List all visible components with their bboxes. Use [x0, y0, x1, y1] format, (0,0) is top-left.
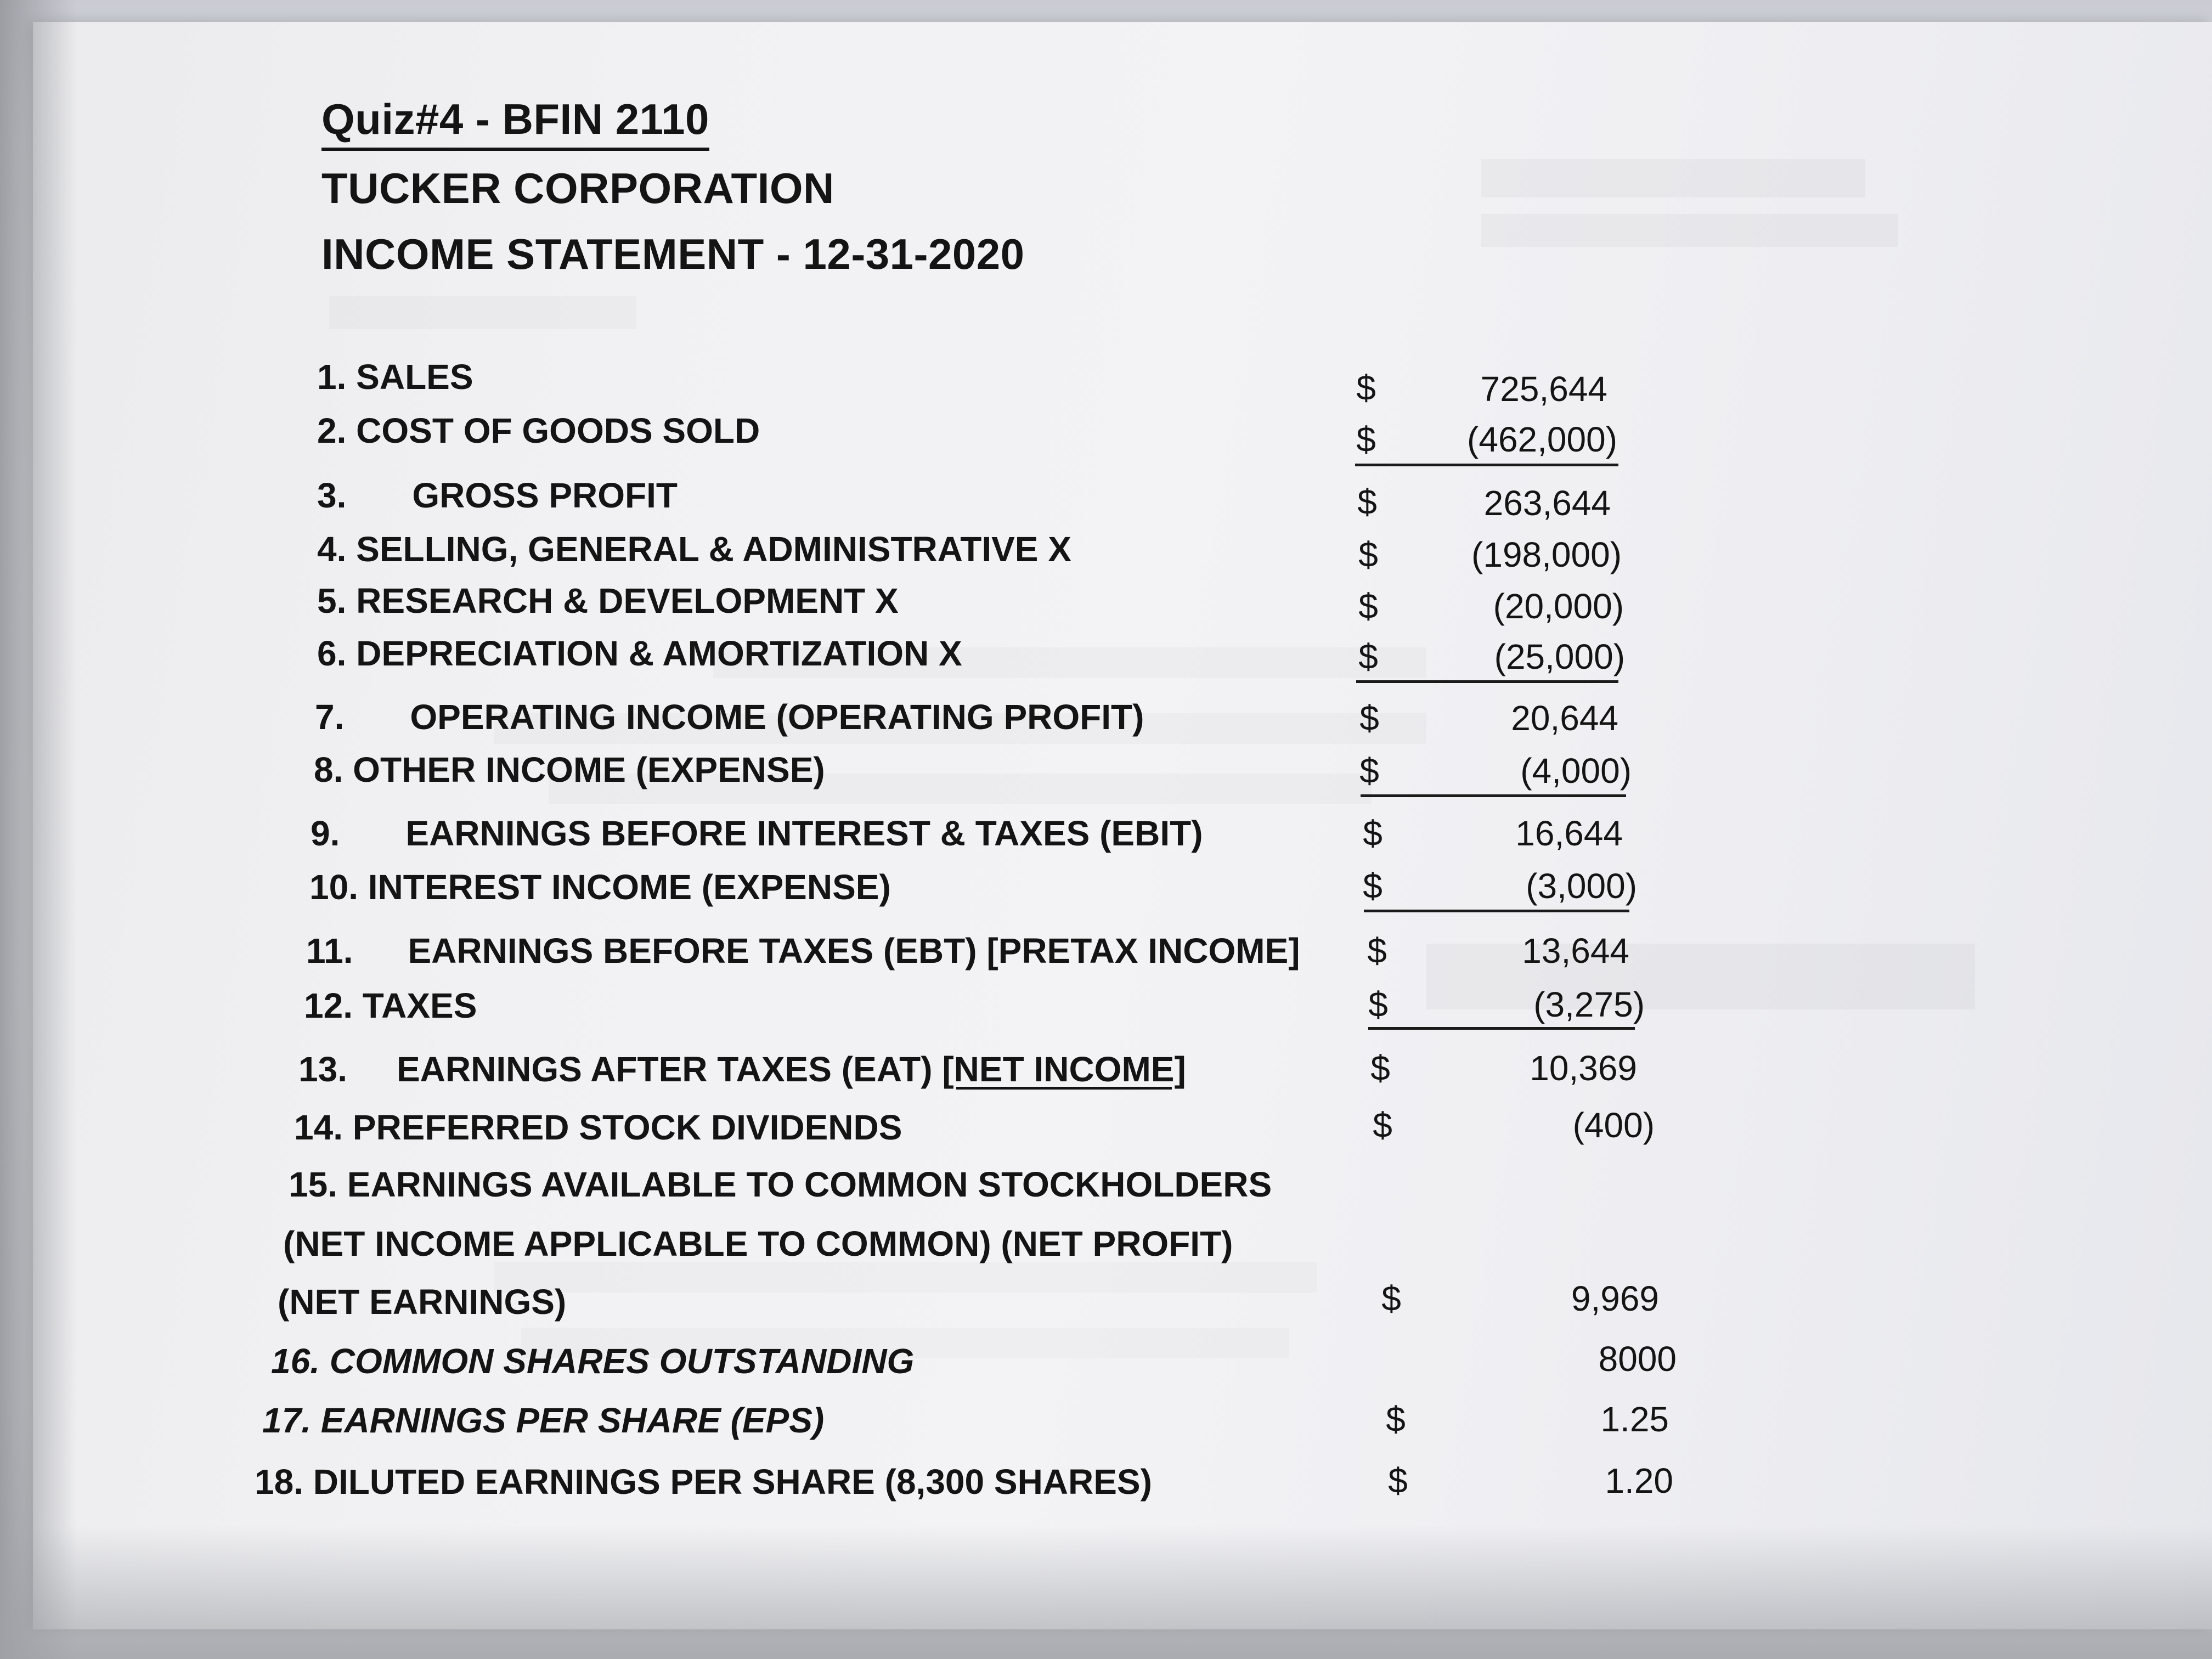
- line-item-amount: (462,000): [1467, 420, 1617, 459]
- dollar-sign: $: [1359, 698, 1379, 738]
- dollar-sign: $: [1356, 368, 1376, 408]
- line-item-label: 18. DILUTED EARNINGS PER SHARE (8,300 SHARES): [255, 1462, 1152, 1502]
- line-item-amount: 10,369: [1530, 1048, 1637, 1088]
- subtotal-rule: [1364, 910, 1629, 912]
- line-item-number: 11.: [306, 931, 353, 970]
- line-item-amount: 1.20: [1605, 1461, 1673, 1500]
- line-item-label: [298, 1049, 1186, 1090]
- line-item-label: 6. DEPRECIATION & AMORTIZATION X: [317, 634, 962, 673]
- line-item-number: 7.: [315, 697, 345, 737]
- dollar-sign: $: [1358, 586, 1378, 626]
- line-item-amount: 1.25: [1600, 1400, 1669, 1439]
- line-item-amount: 263,644: [1483, 483, 1611, 523]
- photo-left-shadow: [0, 0, 77, 1659]
- line-item-label: [315, 697, 1144, 737]
- statement-title: INCOME STATEMENT - 12-31-2020: [321, 230, 1025, 278]
- line-item-amount: (4,000): [1520, 751, 1632, 791]
- dollar-sign: $: [1368, 985, 1388, 1024]
- line-item-amount: (400): [1572, 1105, 1655, 1145]
- line-item-label: 17. EARNINGS PER SHARE (EPS): [262, 1401, 825, 1440]
- line-item-label: 8. OTHER INCOME (EXPENSE): [314, 750, 825, 789]
- line-item-subtotal-label: EARNINGS AFTER TAXES (EAT): [396, 1049, 943, 1089]
- dollar-sign: $: [1373, 1105, 1392, 1145]
- line-item-amount: 16,644: [1515, 814, 1623, 853]
- line-item-label: 2. COST OF GOODS SOLD: [317, 411, 760, 450]
- line-item-subtotal-label: EARNINGS BEFORE INTEREST & TAXES (EBIT): [405, 814, 1203, 853]
- dollar-sign: $: [1370, 1048, 1390, 1088]
- line-item-label: 15. EARNINGS AVAILABLE TO COMMON STOCKHOLDERS: [289, 1165, 1272, 1204]
- line-item-label: 14. PREFERRED STOCK DIVIDENDS: [294, 1108, 902, 1147]
- quiz-title: Quiz#4 - BFIN 2110: [321, 94, 709, 151]
- line-item-subtotal-label: GROSS PROFIT: [412, 476, 678, 515]
- company-name: TUCKER CORPORATION: [321, 164, 834, 212]
- line-item-subtotal-label: OPERATING INCOME (OPERATING PROFIT): [410, 697, 1144, 737]
- dollar-sign: $: [1363, 814, 1383, 853]
- dollar-sign: $: [1381, 1279, 1401, 1318]
- photo-bottom-shadow: [0, 1525, 2212, 1659]
- dollar-sign: $: [1386, 1400, 1406, 1439]
- line-item-label-continued: (NET EARNINGS): [278, 1282, 567, 1322]
- dollar-sign: $: [1359, 751, 1379, 791]
- line-item-label: 4. SELLING, GENERAL & ADMINISTRATIVE X: [317, 529, 1071, 569]
- line-item-amount: (25,000): [1494, 637, 1625, 676]
- dollar-sign: $: [1367, 931, 1387, 970]
- line-item-number: 9.: [311, 814, 340, 853]
- line-item-label: [306, 930, 1300, 971]
- line-item-amount: 8000: [1598, 1339, 1677, 1379]
- line-item-label: [317, 475, 678, 516]
- subtotal-rule: [1355, 464, 1618, 466]
- line-item-label: 10. INTEREST INCOME (EXPENSE): [309, 867, 891, 907]
- dollar-sign: $: [1358, 637, 1378, 676]
- line-item-label: 1. SALES: [317, 357, 473, 397]
- net-income-underlined-label: [NET INCOME]: [942, 1049, 1186, 1089]
- line-item-amount: (20,000): [1493, 586, 1624, 626]
- dollar-sign: $: [1388, 1461, 1408, 1500]
- dollar-sign: $: [1357, 482, 1377, 522]
- line-item-label: 12. TAXES: [304, 986, 477, 1025]
- line-item-amount: 725,644: [1480, 369, 1607, 409]
- dollar-sign: $: [1356, 420, 1376, 459]
- line-item-amount: (3,275): [1533, 985, 1645, 1024]
- line-item-amount: 20,644: [1511, 698, 1618, 738]
- dollar-sign: $: [1363, 866, 1383, 906]
- subtotal-rule: [1368, 1027, 1635, 1030]
- line-item-amount: 9,969: [1571, 1279, 1659, 1318]
- subtotal-rule: [1361, 794, 1626, 797]
- line-item-subtotal-label: EARNINGS BEFORE TAXES (EBT) [PRETAX INCOME]: [408, 931, 1300, 970]
- line-item-label-continued: (NET INCOME APPLICABLE TO COMMON) (NET PROFIT): [283, 1224, 1233, 1263]
- line-item-amount: (3,000): [1526, 866, 1637, 906]
- line-item-label: 5. RESEARCH & DEVELOPMENT X: [317, 581, 899, 620]
- subtotal-rule: [1356, 680, 1618, 683]
- line-item-amount: 13,644: [1522, 931, 1629, 970]
- line-item-label: 16. COMMON SHARES OUTSTANDING: [271, 1341, 915, 1381]
- line-item-label: [311, 813, 1203, 854]
- dollar-sign: $: [1358, 535, 1378, 574]
- line-item-number: 13.: [298, 1049, 347, 1089]
- line-item-amount: (198,000): [1471, 535, 1622, 574]
- line-item-number: 3.: [317, 476, 347, 515]
